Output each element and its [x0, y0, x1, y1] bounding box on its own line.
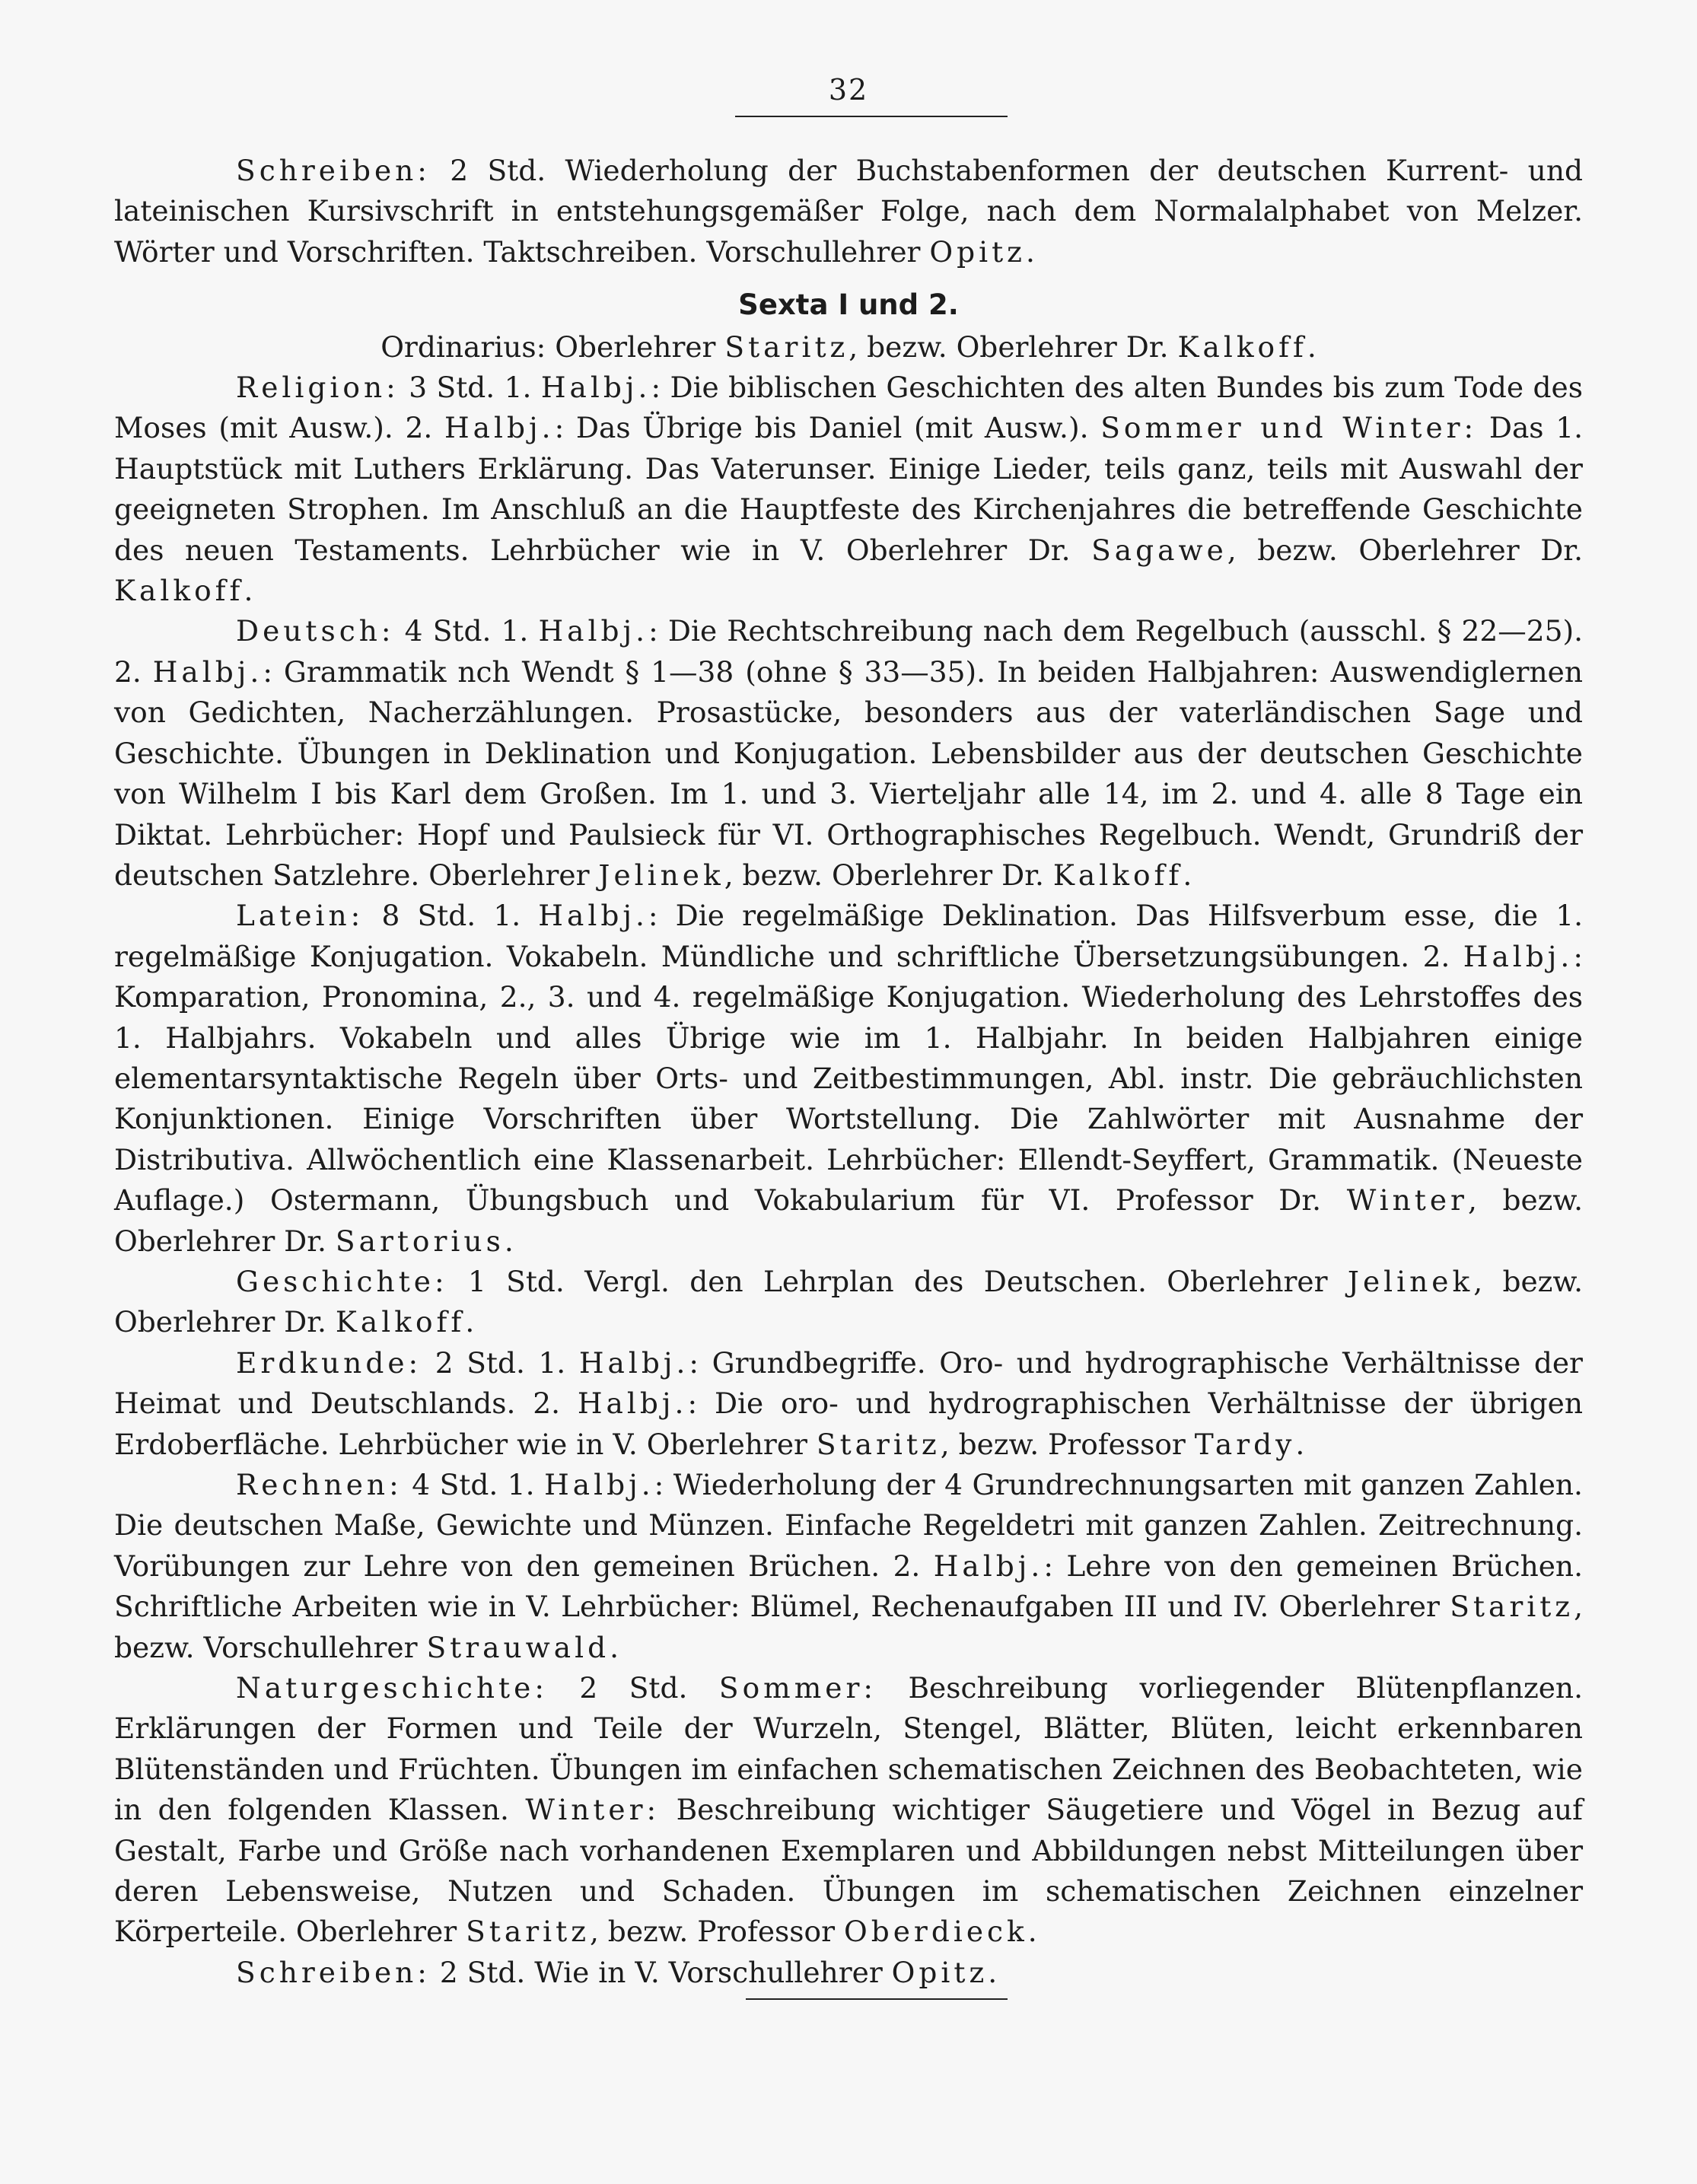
halbjahr-label: Halbj.: [444, 411, 555, 445]
paragraph-text: : Wiederholung der 4 Grundrechnungsarten mit ganzen Zahlen. Die deutschen Maße, Gewichte und Münzen. Einfache Regeldetri mit ganzen Zahlen. Zeitrechnung. Vorübungen zur Lehre von den gemeinen Brüchen. 2.: [114, 1468, 1583, 1583]
paragraph-text: : Lehre von den gemeinen Brüchen. Schriftliche Arbeiten wie in V. Lehrbücher: Blümel, Rechenaufgaben III und IV. Oberlehrer: [114, 1549, 1583, 1624]
paragraph-text: .: [244, 574, 253, 608]
subject-label: Geschichte:: [236, 1264, 448, 1298]
paragraph-text: : Grundbegriffe. Oro- und hydrographische Verhältnisse der Heimat und Deutschlands. 2.: [114, 1345, 1583, 1421]
paragraph-text: 2 Std. 1.: [422, 1345, 579, 1380]
paragraph-rechnen: [114, 1465, 1583, 1668]
paragraph-naturgeschichte: [114, 1668, 1583, 1953]
paragraph-text: .: [610, 1630, 619, 1664]
teacher-name: Sartorius: [335, 1224, 505, 1258]
paragraph-text: : Die biblischen Geschichten des alten Bundes bis zum Tode des Moses (mit Ausw.). 2.: [114, 371, 1583, 445]
paragraph-text: : Die regelmäßige Deklination. Das Hilfsverbum esse, die 1. regelmäßige Konjugation. Vokabeln. Mündliche und schriftliche Übersetzungsübungen. 2.: [114, 899, 1583, 973]
paragraph-religion: [114, 368, 1583, 611]
paragraph-text: , bezw. Oberlehrer Dr.: [1227, 533, 1583, 567]
halbjahr-label: Halbj.: [538, 899, 648, 933]
paragraph-text: Beschreibung vorliegender Blütenpflanzen. Erklärungen der Formen und Teile der Wurzeln, Stengel, Blätter, Blüten, leicht erkennbaren Blütenständen und Früchten. Übungen im einfachen schematischen Zeichnen des Beobachteten, wie in den folgenden Klassen.: [114, 1671, 1583, 1827]
paragraph-text: .: [504, 1224, 514, 1258]
halbjahr-label: Halbj.: [538, 614, 649, 648]
subject-label: Naturgeschichte:: [236, 1671, 548, 1705]
paragraph-text: 1 Std. Vergl. den Lehrplan des Deutschen. Oberlehrer: [447, 1264, 1348, 1298]
bottom-rule: [746, 1998, 1008, 2000]
paragraph-text: : Komparation, Pronomina, 2., 3. und 4. regelmäßige Konjugation. Wiederholung des Lehrstoffes des 1. Halbjahrs. Vokabeln und alles Übrige wie im 1. Halbjahr. In beiden Halbjahren einige elementarsyntaktische Regeln über Orts- und Zeitbestimmungen, Abl. instr. Die gebräuchlichsten Konjunktionen. Einige Vorschriften über Wortstellung. Die Zahlwörter mit Ausnahme der Distributiva. Allwöchentlich eine Klassenarbeit. Lehrbücher: Ellendt-Seyffert, Grammatik. (Neueste Auflage.) Ostermann, Übungsbuch und Vokabularium für VI. Professor Dr.: [114, 939, 1583, 1218]
paragraph-text: 2 Std. Wie in V. Vorschullehrer: [430, 1955, 892, 1989]
halbjahr-label: Halbj.: [152, 654, 263, 689]
halbjahr-label: Halbj.: [544, 1468, 654, 1501]
ordinarius-text: , bezw. Oberlehrer Dr.: [848, 330, 1178, 364]
subject-label: Erdkunde:: [236, 1345, 422, 1380]
paragraph-text: 2 Std. Wiederholung der Buchstabenformen der deutschen Kurrent- und lateinischen Kursivschrift in entstehungsgemäßer Folge, nach dem Normalalphabet von Melzer. Wörter und Vorschriften. Taktschreiben. Vorschullehrer: [114, 154, 1583, 269]
paragraph-text: : Die oro- und hydrographischen Verhältnisse der übrigen Erdoberfläche. Lehrbücher wie in V. Oberlehrer: [114, 1386, 1583, 1461]
page-number: 32: [828, 73, 869, 107]
halbjahr-label: Halbj.: [933, 1549, 1044, 1583]
subject-label: Schreiben:: [236, 154, 431, 187]
teacher-name: Jelinek: [1347, 1264, 1474, 1298]
paragraph-erdkunde: [114, 1343, 1583, 1465]
body-text: [114, 151, 1583, 1993]
paragraph-text: 8 Std. 1.: [364, 899, 539, 933]
paragraph-text: .: [988, 1955, 998, 1989]
subject-label: Religion:: [236, 371, 400, 405]
teacher-name: Tardy: [1194, 1427, 1296, 1461]
paragraph-text: 4 Std. 1.: [402, 1468, 545, 1501]
paragraph-text: : Die Rechtschreibung nach dem Regelbuch (ausschl. § 22—25). 2.: [114, 614, 1583, 689]
teacher-name: Kalkoff: [1052, 858, 1183, 892]
teacher-name: Sagawe: [1091, 533, 1227, 567]
teacher-name: Staritz: [1450, 1590, 1574, 1624]
top-rule: [735, 116, 1008, 117]
teacher-name: Staritz: [816, 1427, 941, 1461]
ordinarius-line: [114, 327, 1583, 368]
paragraph-geschichte: [114, 1262, 1583, 1343]
teacher-name: Opitz: [891, 1955, 989, 1989]
teacher-name: Opitz: [929, 234, 1026, 269]
season-label: Sommer und Winter:: [1100, 411, 1478, 445]
paragraph-text: Beschreibung wichtiger Säugetiere und Vögel in Bezug auf Gestalt, Farbe und Größe nach vorhandenen Exemplaren und Abbildungen nebst Mitteilungen über deren Lebensweise, Nutzen und Schaden. Übungen im schematischen Zeichnen einzelner Körperteile. Oberlehrer: [114, 1793, 1583, 1949]
subject-label: Rechnen:: [236, 1468, 403, 1501]
paragraph-text: .: [1295, 1427, 1305, 1461]
ordinarius-text: .: [1307, 330, 1317, 364]
paragraph-deutsch: [114, 611, 1583, 896]
paragraph-text: , bezw. Oberlehrer Dr.: [114, 1264, 1583, 1339]
halbjahr-label: Halbj.: [1463, 939, 1574, 973]
ordinarius-text: Ordinarius: Oberlehrer: [380, 330, 725, 364]
paragraph-text: .: [1183, 858, 1192, 892]
teacher-name: Staritz: [466, 1915, 590, 1949]
halbjahr-label: Halbjahren: [1147, 654, 1310, 689]
teacher-name: Strauwald: [426, 1630, 610, 1664]
paragraph-text: , bezw. Professor: [940, 1427, 1195, 1461]
paragraph-text: : Auswendiglernen von Gedichten, Nacherzählungen. Prosastücke, besonders aus der vaterländischen Sage und Geschichte. Übungen in Deklination und Konjugation. Lebensbilder aus der deutschen Geschichte von Wilhelm I bis Karl dem Großen. Im 1. und 3. Vierteljahr alle 14, im 2. und 4. alle 8 Tage ein Diktat. Lehrbücher: Hopf und Paulsieck für VI. Orthographisches Regelbuch. Wendt, Grundriß der deutschen Satzlehre. Oberlehrer: [114, 654, 1583, 892]
paragraph-text: .: [1025, 234, 1035, 269]
paragraph-latein: [114, 896, 1583, 1262]
paragraph-text: , bezw. Oberlehrer Dr.: [114, 1183, 1583, 1258]
subject-label: Schreiben:: [236, 1955, 431, 1989]
season-label: Sommer:: [718, 1671, 877, 1705]
paragraph-schreiben-intro: [114, 151, 1583, 272]
paragraph-text: , bezw. Professor: [589, 1915, 844, 1949]
teacher-name: Oberdieck: [843, 1915, 1028, 1949]
halbjahr-label: Halbj.: [578, 1345, 689, 1380]
paragraph-text: 4 Std. 1.: [394, 614, 539, 648]
paragraph-text: : Grammatik nch Wendt § 1—38 (ohne § 33—35). In beiden: [263, 654, 1148, 689]
subject-label: Deutsch:: [236, 614, 395, 648]
subject-label: Latein:: [236, 899, 365, 933]
paragraph-text: Das 1. Hauptstück mit Luthers Erklärung. Das Vaterunser. Einige Lieder, teils ganz, teils mit Auswahl der geeigneten Strophen. Im Anschluß an die Hauptfeste des Kirchenjahres die betreffende Geschichte des neuen Testaments. Lehrbücher wie in V. Oberlehrer Dr.: [114, 411, 1583, 567]
teacher-name: Kalkoff: [114, 574, 244, 608]
teacher-name: Jelinek: [598, 858, 724, 892]
paragraph-text: 2 Std.: [547, 1671, 719, 1705]
teacher-name: Winter: [1346, 1183, 1468, 1218]
season-label: Winter:: [525, 1793, 661, 1827]
halbjahr-label: Halbj.: [577, 1386, 688, 1421]
teacher-name: Kalkoff: [335, 1305, 466, 1339]
teacher-name: Kalkoff: [1177, 330, 1307, 364]
paragraph-text: , bezw. Oberlehrer Dr.: [724, 858, 1053, 892]
paragraph-text: .: [1027, 1915, 1037, 1949]
paragraph-schreiben-end: [114, 1953, 1583, 1993]
paragraph-text: : Das Übrige bis Daniel (mit Ausw.).: [554, 411, 1101, 445]
halbjahr-label: Halbj.: [540, 371, 651, 405]
paragraph-text: .: [465, 1305, 475, 1339]
section-heading: Sexta I und 2.: [738, 288, 959, 322]
paragraph-text: , bezw. Vorschullehrer: [114, 1590, 1583, 1664]
teacher-name: Staritz: [724, 330, 849, 364]
paragraph-text: 3 Std. 1.: [399, 371, 541, 405]
